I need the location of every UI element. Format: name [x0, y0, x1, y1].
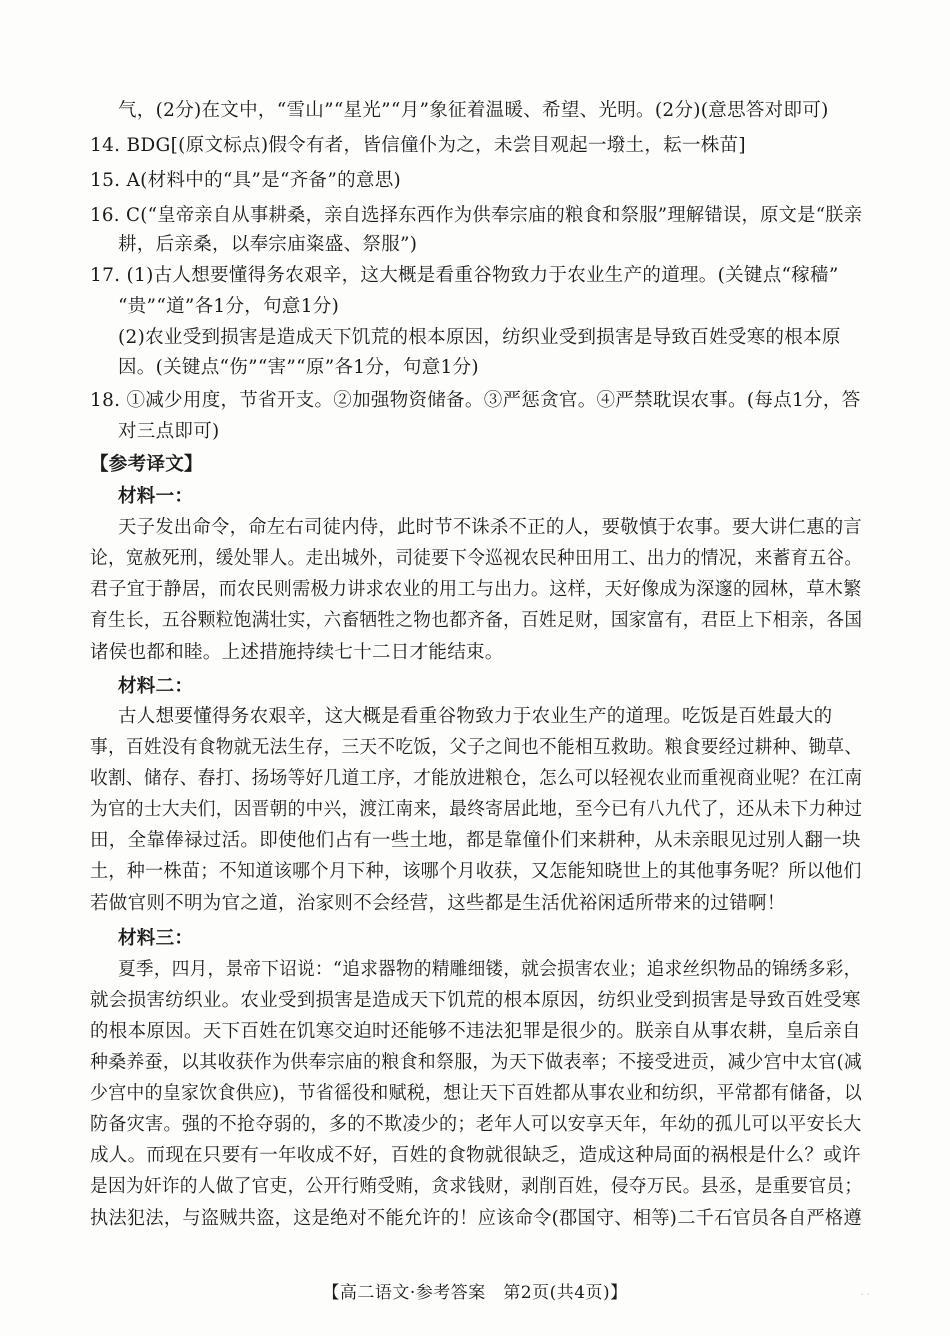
answer-17-line-4: 因。(关键点“伤”“害”“原”各1分，句意1分): [118, 357, 479, 378]
material-3-line: 是因为奸诈的人做了官吏，公开行贿受贿，贪求钱财，剥削百姓，侵夺万民。县丞，是重要官员；: [90, 1176, 863, 1197]
material-2-line: 古人想要懂得务农艰辛，这大概是看重谷物致力于农业生产的道理。吃饭是百姓最大的: [118, 706, 833, 727]
material-1-line: 君子宜于静居，而农民则需极力讲求农业的用工与出力。这样，天好像成为深邃的园林，草木繁: [90, 579, 862, 600]
answer-18-line-1: 18. ①减少用度，节省开支。②加强物资储备。③严惩贪官。④严禁耽误农事。(每点1分，答: [90, 390, 861, 411]
material-1-line: 论，宽赦死刑，缓处罪人。走出城外，司徒要下令巡视农民种田用工、出力的情况，来蓄育五谷。: [90, 548, 863, 569]
answer-16-line-2: 耕，后亲桑，以奉宗庙粢盛、祭服”): [118, 234, 418, 255]
material-3-line: 夏季，四月，景帝下诏说：“追求器物的精雕细镂，就会损害农业；追求丝织物品的锦绣多彩，: [118, 959, 862, 980]
material-3-line: 的根本原因。天下百姓在饥寒交迫时还能够不违法犯罪是很少的。朕亲自从事农耕，皇后亲自: [90, 1021, 861, 1042]
answer-16-line-1: 16. C(“皇帝亲自从事耕桑，亲自选择东西作为供奉宗庙的粮食和祭服”理解错误，原文是“朕亲: [90, 205, 863, 226]
material-1-line: 天子发出命令，命左右司徒内侍，此时节不诛杀不正的人，要敬慎于农事。要大讲仁惠的言: [118, 517, 863, 538]
material-3-line: 成人。而现在只要有一年收成不好，百姓的食物就很缺乏，造成这种局面的祸根是什么？或许: [90, 1145, 861, 1166]
scan-mark: · ·: [860, 1290, 870, 1301]
material-2-line: 为官的士大夫们，因晋朝的中兴，渡江南来，最终寄居此地，至今已有八九代了，还从未下力种过: [90, 799, 863, 820]
answer-17-line-3: (2)农业受到损害是造成天下饥荒的根本原因，纺织业受到损害是导致百姓受寒的根本原: [118, 327, 841, 348]
material-2-line: 事，百姓没有食物就无法生存，三天不吃饭，父子之间也不能相互救助。粮食要经过耕种、锄草、: [90, 737, 863, 758]
answer-14: 14. BDG[(原文标点)假令有者，皆信僮仆为之，未尝目观起一墢土，耘一株苗]: [90, 135, 746, 156]
material-2-title: 材料二：: [118, 676, 194, 697]
material-1-line: 诸侯也都和睦。上述措施持续七十二日才能结束。: [90, 642, 504, 663]
answer-17-line-2: “贵”“道”各1分，句意1分): [118, 296, 340, 317]
material-1-title: 材料一：: [118, 486, 194, 507]
page-footer: 【高二语文·参考答案 第2页(共4页)】: [322, 1283, 628, 1303]
answer-15: 15. A(材料中的“具”是“齐备”的意思): [90, 170, 402, 191]
answer-17-line-1: 17. (1)古人想要懂得务农艰辛，这大概是看重谷物致力于农业生产的道理。(关键点“稼穑”: [90, 265, 839, 286]
answer-18-line-2: 对三点即可): [118, 421, 220, 442]
material-3-line: 少宫中的皇家饮食供应)，节省徭役和赋税，想让天下百姓都从事农业和纺织，平常都有储备，以: [90, 1083, 863, 1104]
material-3-line: 执法犯法，与盗贼共盗，这是绝对不能允许的！应该命令(郡国守、相等)二千石官员各自严格遵: [90, 1208, 862, 1229]
material-3-line: 就会损害纺织业。农业受到损害是造成天下饥荒的根本原因，纺织业受到损害是导致百姓受寒: [90, 990, 861, 1011]
material-3-line: 种桑养蚕，以其收获作为供奉宗庙的粮食和祭服，为天下做表率；不接受进贡，减少宫中太官(减: [90, 1052, 863, 1073]
translation-heading: 【参考译文】: [90, 454, 203, 475]
answer-13-continued: 气，(2分)在文中，“雪山”“星光”“月”象征着温暖、希望、光明。(2分)(意思答对即可): [118, 100, 829, 121]
material-2-line: 若做官则不明为官之道，治家则不会经营，这些都是生活优裕闲适所带来的过错啊！: [90, 893, 786, 914]
material-3-line: 防备灾害。强的不抢夺弱的，多的不欺凌少的；老年人可以安享天年，年幼的孤儿可以平安长大: [90, 1114, 862, 1135]
material-2-line: 收割、储存、舂打、扬场等好几道工序，才能放进粮仓，怎么可以轻视农业而重视商业呢？在江南: [90, 768, 863, 789]
material-3-title: 材料三：: [118, 928, 194, 949]
material-2-line: 土，种一株苗；不知道该哪个月下种，该哪个月收获，又怎能知晓世上的其他事务呢？所以他们: [90, 861, 862, 882]
material-1-line: 育生长，五谷颗粒饱满壮实，六畜牺牲之物也都齐备，百姓足财，国家富有，君臣上下相亲，各国: [90, 610, 863, 631]
material-2-line: 田，全靠俸禄过活。即使他们占有一些土地，都是靠僮仆们来耕种，从未亲眼见过别人翻一块: [90, 830, 861, 851]
